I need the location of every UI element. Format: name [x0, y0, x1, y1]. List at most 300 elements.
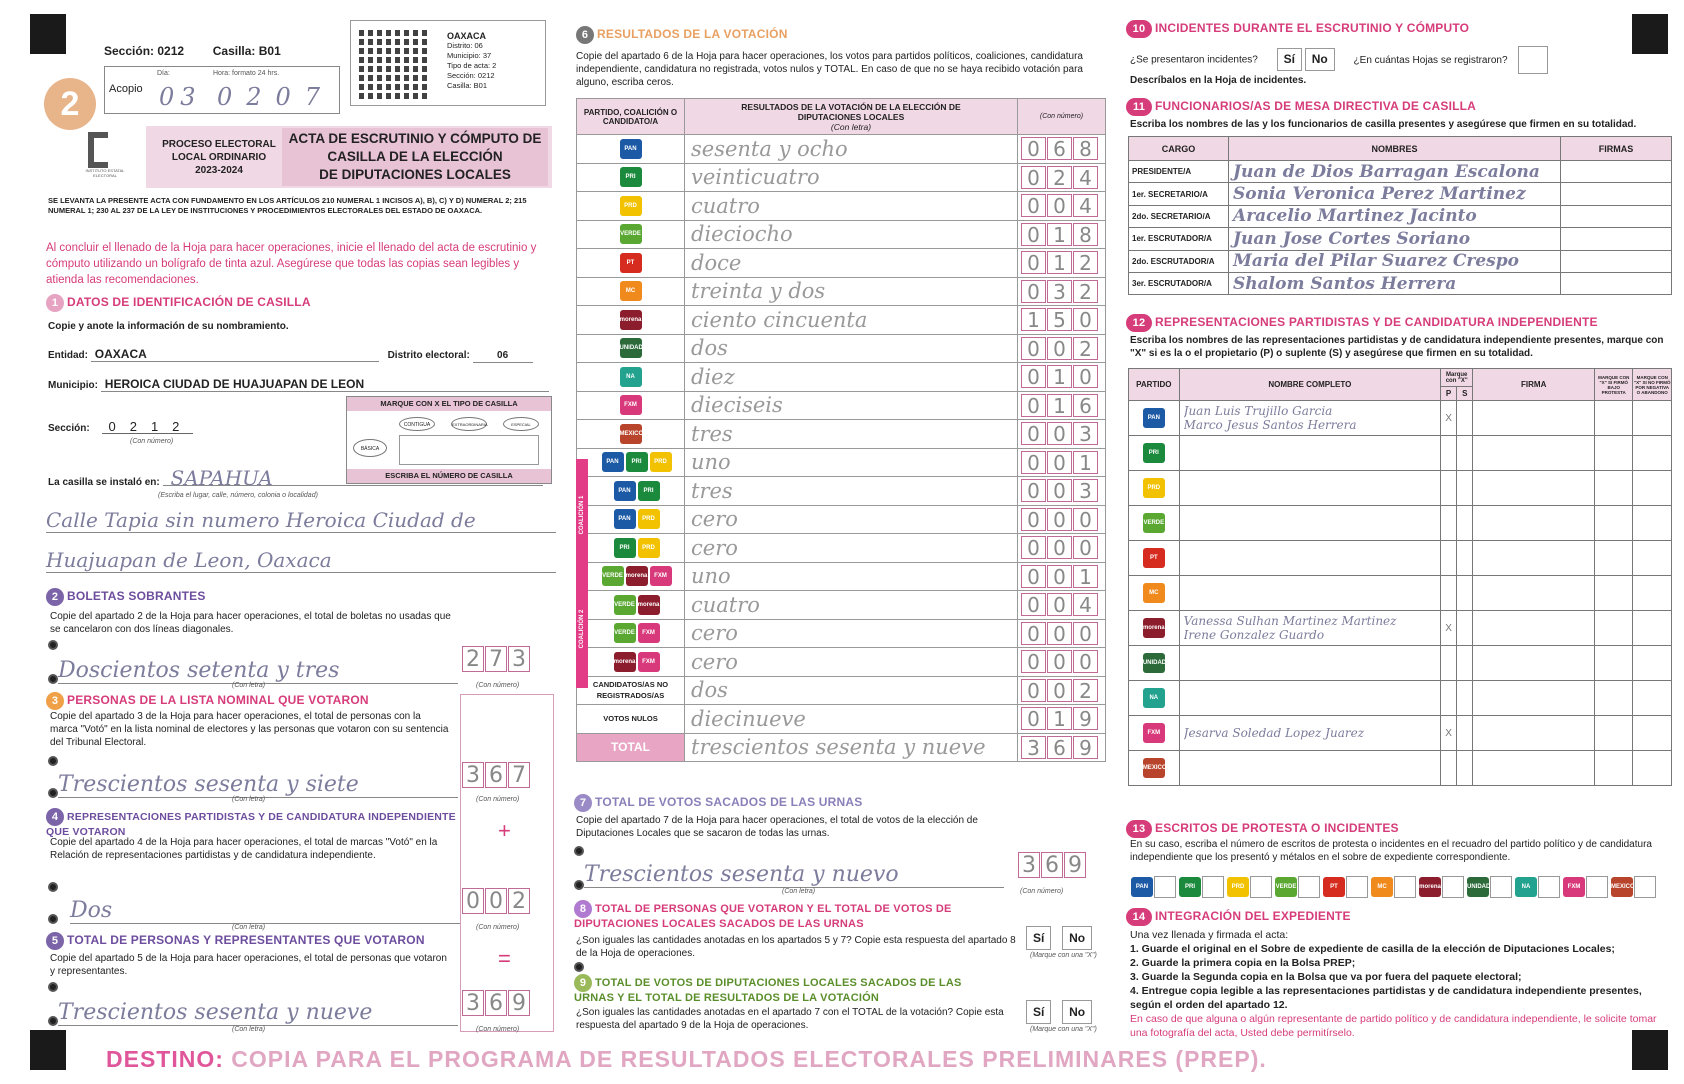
entidad-value: OAXACA — [91, 348, 379, 362]
bajo-protesta-cell[interactable] — [1594, 716, 1632, 751]
negativa-cell[interactable] — [1633, 506, 1672, 541]
protest-count-box[interactable] — [1154, 876, 1176, 898]
firma-cell[interactable] — [1473, 681, 1595, 716]
results-party-cell — [577, 249, 685, 278]
nombre-completo-cell[interactable] — [1179, 541, 1440, 576]
protest-item — [1418, 874, 1464, 900]
s8-text: ¿Son iguales las cantidades anotadas en los apartados 5 y 7? Copie esta respuesta del apartado 8 de la Hoja de operaciones. — [576, 935, 1016, 959]
results-numero-cell[interactable] — [1018, 591, 1106, 620]
section-title-text: TOTAL DE VOTOS DE DIPUTACIONES LOCALES SACADOS DE LAS URNAS Y EL TOTAL DE RESULTADOS DE LA VOTACIÓN — [574, 976, 962, 1004]
results-numero-cell[interactable] — [1018, 420, 1106, 449]
section-title-text: INCIDENTES DURANTE EL ESCRUTINIO Y CÓMPUTO — [1155, 21, 1470, 36]
protest-item — [1226, 874, 1272, 900]
cargo-cell: PRESIDENTE/A — [1129, 161, 1229, 183]
section-number: 13 — [1126, 820, 1152, 838]
results-letra-cell[interactable]: doce — [685, 249, 1018, 278]
nombre-completo-cell[interactable] — [1179, 401, 1440, 436]
results-row — [577, 676, 1106, 705]
results-numero-cell[interactable] — [1018, 648, 1106, 677]
negativa-cell[interactable] — [1633, 471, 1672, 506]
dia-value: 03 — [159, 83, 202, 111]
digit: 0 — [1073, 308, 1098, 331]
s-cell[interactable] — [1457, 751, 1473, 786]
firma-cell[interactable] — [1473, 506, 1595, 541]
s4-letra: Dos — [70, 898, 460, 924]
nombre-completo-cell[interactable] — [1179, 576, 1440, 611]
results-party-cell — [577, 135, 685, 164]
institute-logo — [82, 132, 128, 182]
firma-cell[interactable] — [1561, 161, 1672, 183]
s-cell[interactable] — [1457, 471, 1473, 506]
protest-count-box[interactable] — [1250, 876, 1272, 898]
entidad-label: Entidad: — [48, 350, 88, 361]
coalicion-2-label: COALICIÓN 2 — [579, 609, 585, 649]
digit: 0 — [1047, 337, 1072, 360]
p-cell[interactable]: X — [1441, 716, 1457, 751]
digit: 0 — [1073, 508, 1098, 531]
firma-cell[interactable] — [1561, 272, 1672, 294]
results-row — [577, 591, 1106, 620]
nombre-completo-cell[interactable] — [1179, 506, 1440, 541]
bajo-protesta-cell[interactable] — [1594, 681, 1632, 716]
bajo-protesta-cell[interactable] — [1594, 541, 1632, 576]
bajo-protesta-cell[interactable] — [1594, 506, 1632, 541]
s9-hint: (Marque con una "X") — [1030, 1026, 1097, 1033]
results-party-cell — [577, 391, 685, 420]
corner-marker-top-left — [30, 14, 66, 54]
negativa-cell[interactable] — [1633, 541, 1672, 576]
results-numero-cell[interactable] — [1018, 306, 1106, 335]
firma-cell[interactable] — [1473, 401, 1595, 436]
distrito-value: 06 — [473, 349, 533, 363]
p-cell[interactable] — [1441, 506, 1457, 541]
protest-count-box[interactable] — [1634, 876, 1656, 898]
s14-body — [1130, 928, 1674, 1040]
representantes-table — [1128, 368, 1672, 786]
firma-cell[interactable] — [1473, 646, 1595, 681]
partido-cell — [1129, 506, 1180, 541]
tipo-basica[interactable]: BÁSICA — [353, 439, 387, 457]
p-cell[interactable] — [1441, 646, 1457, 681]
results-letra-cell[interactable]: dieciseis — [685, 391, 1018, 420]
digit: 0 — [1047, 593, 1072, 616]
results-numero-cell[interactable] — [1018, 562, 1106, 591]
section-number: 2 — [46, 588, 64, 606]
entidad-row — [48, 348, 558, 363]
col-letra-hint: (Con letra) — [830, 121, 872, 132]
digit: 0 — [1047, 479, 1072, 502]
results-row — [577, 334, 1106, 363]
section-4-title — [46, 808, 460, 838]
representantes-table-wrap — [1128, 368, 1672, 786]
digit: 0 — [1047, 422, 1072, 445]
s11-text: Escriba los nombres de las y los funcionarios de casilla presentes y asegúrese que firmen en su totalidad. — [1130, 119, 1637, 130]
numero-casilla-box[interactable] — [399, 435, 539, 465]
s10-no-box[interactable]: No — [1305, 48, 1335, 71]
results-numero-cell[interactable] — [1018, 705, 1106, 734]
negativa-cell[interactable] — [1633, 751, 1672, 786]
col-negativa: MARQUE CON "X" SI NO FIRMÓ POR NEGATIVA O ABANDONO — [1633, 369, 1672, 401]
firma-cell[interactable] — [1473, 436, 1595, 471]
digit: 1 — [1047, 365, 1072, 388]
results-numero-cell[interactable] — [1018, 249, 1106, 278]
proceso-line: 2023-2024 — [195, 165, 243, 176]
representante-nombre: Irene Gonzalez Guardo — [1183, 628, 1325, 642]
results-letra-cell[interactable]: tres — [685, 477, 1018, 506]
protest-count-box[interactable] — [1298, 876, 1320, 898]
digit: 0 — [1021, 166, 1046, 189]
representante-nombre: Vanessa Sulhan Martinez Martinez — [1183, 614, 1397, 628]
con-numero-hint: (Con número) — [1020, 888, 1064, 895]
bajo-protesta-cell[interactable] — [1594, 436, 1632, 471]
col-party-header: PARTIDO, COALICIÓN O CANDIDATO/A — [577, 99, 685, 135]
cargo-cell: 1er. SECRETARIO/A — [1129, 183, 1229, 205]
nombre-completo-cell[interactable] — [1179, 471, 1440, 506]
col-marque: Marque con "X" — [1441, 369, 1473, 387]
s12-text: Escriba los nombres de las representaciones partidistas y de candidatura independiente presentes, marque con "X" si es la o el propietario (P) o suplente (S) y asegúrese que firmen en su totalidad. — [1130, 335, 1664, 359]
tipo-contigua[interactable]: CONTIGUA — [399, 417, 435, 431]
results-letra-cell[interactable]: cero — [685, 505, 1018, 534]
s2-letra: Doscientos setenta y tres — [58, 658, 458, 684]
nombre-cell[interactable]: Shalom Santos Herrera — [1229, 272, 1561, 294]
firma-cell[interactable] — [1473, 541, 1595, 576]
col-p: P — [1441, 387, 1457, 401]
party-logo-pri-icon: PRI — [614, 538, 636, 558]
partido-cell — [1129, 751, 1180, 786]
protest-count-box[interactable] — [1538, 876, 1560, 898]
s-cell[interactable] — [1457, 681, 1473, 716]
results-numero-cell[interactable] — [1018, 505, 1106, 534]
digit: 0 — [1047, 565, 1072, 588]
digit: 9 — [508, 990, 530, 1016]
s-cell[interactable] — [1457, 506, 1473, 541]
con-letra-hint: (Con letra) — [782, 888, 816, 895]
negativa-cell[interactable] — [1633, 436, 1672, 471]
bajo-protesta-cell[interactable] — [1594, 401, 1632, 436]
results-letra-cell[interactable]: diecinueve — [685, 705, 1018, 734]
acta-title-line: CASILLA DE LA ELECCIÓN — [327, 149, 503, 164]
digit: 0 — [1073, 365, 1098, 388]
digit: 0 — [1021, 251, 1046, 274]
nombre-cell[interactable]: Juan Jose Cortes Soriano — [1229, 228, 1561, 250]
s-cell[interactable] — [1457, 611, 1473, 646]
bajo-protesta-cell[interactable] — [1594, 576, 1632, 611]
results-letra-cell[interactable]: sesenta y ocho — [685, 135, 1018, 164]
digit: 6 — [1073, 394, 1098, 417]
results-party-cell — [577, 277, 685, 306]
nombre-completo-cell[interactable] — [1179, 716, 1440, 751]
bajo-protesta-cell[interactable] — [1594, 471, 1632, 506]
party-logo-morena-icon: morena — [1143, 618, 1165, 638]
municipio-row — [48, 378, 549, 392]
s-cell[interactable] — [1457, 541, 1473, 576]
digit: 5 — [1047, 308, 1072, 331]
digit: 0 — [1021, 223, 1046, 246]
results-letra-cell[interactable]: tres — [685, 420, 1018, 449]
firma-cell[interactable] — [1473, 716, 1595, 751]
nombre-completo-cell[interactable] — [1179, 611, 1440, 646]
bajo-protesta-cell[interactable] — [1594, 751, 1632, 786]
bajo-protesta-cell[interactable] — [1594, 611, 1632, 646]
section-title-text: INTEGRACIÓN DEL EXPEDIENTE — [1155, 909, 1351, 924]
firma-cell[interactable] — [1561, 205, 1672, 227]
nombre-cell[interactable]: Aracelio Martinez Jacinto — [1229, 205, 1561, 227]
nombre-cell[interactable]: Sonia Veronica Perez Martinez — [1229, 183, 1561, 205]
hora-value: 0207 — [217, 83, 335, 111]
digit: 0 — [1073, 622, 1098, 645]
results-letra-cell[interactable]: dos — [685, 334, 1018, 363]
results-numero-cell[interactable] — [1018, 334, 1106, 363]
digit: 2 — [1073, 679, 1098, 702]
digit: 0 — [1021, 508, 1046, 531]
s3-letra: Trescientos sesenta y siete — [58, 772, 458, 798]
s-cell[interactable] — [1457, 576, 1473, 611]
results-numero-cell[interactable] — [1018, 135, 1106, 164]
results-party-cell — [577, 334, 685, 363]
col-nombres: NOMBRES — [1229, 137, 1561, 161]
nombre-cell[interactable]: Juan de Dios Barragan Escalona — [1229, 161, 1561, 183]
results-letra-cell[interactable]: dos — [685, 676, 1018, 705]
s-cell[interactable] — [1457, 716, 1473, 751]
protest-count-box[interactable] — [1346, 876, 1368, 898]
nombre-completo-cell[interactable] — [1179, 751, 1440, 786]
digit: 0 — [1047, 194, 1072, 217]
firma-cell[interactable] — [1473, 751, 1595, 786]
tipo-especial[interactable]: ESPECIAL — [503, 417, 539, 431]
firma-cell[interactable] — [1473, 611, 1595, 646]
p-cell[interactable]: X — [1441, 611, 1457, 646]
party-logo-pan-icon: PAN — [602, 452, 624, 472]
s10-si-box[interactable]: Sí — [1277, 48, 1302, 71]
con-letra-hint: (Con letra) — [232, 796, 266, 803]
s8-si-box[interactable]: Sí — [1026, 926, 1051, 950]
p-cell[interactable] — [1441, 436, 1457, 471]
firma-cell[interactable] — [1561, 250, 1672, 272]
results-numero-cell[interactable] — [1018, 277, 1106, 306]
s9-si-box[interactable]: Sí — [1026, 1000, 1051, 1024]
results-letra-cell[interactable]: cuatro — [685, 591, 1018, 620]
results-letra-cell[interactable]: cero — [685, 534, 1018, 563]
nombre-completo-cell[interactable] — [1179, 646, 1440, 681]
instalo-hint: (Escriba el lugar, calle, número, colonia o localidad) — [158, 492, 318, 499]
representante-row — [1129, 471, 1672, 506]
section-number: 5 — [46, 932, 64, 950]
results-letra-cell[interactable]: veinticuatro — [685, 163, 1018, 192]
seccion-row — [48, 420, 193, 435]
s5-numero — [462, 990, 531, 1016]
negativa-cell[interactable] — [1633, 611, 1672, 646]
s14-intro: Una vez llenada y firmada el acta: — [1130, 929, 1289, 941]
tipo-extraordinaria[interactable]: EXTRAORDINARIA — [451, 417, 487, 431]
results-numero-cell[interactable] — [1018, 192, 1106, 221]
firma-cell[interactable] — [1473, 471, 1595, 506]
digit: 2 — [462, 646, 484, 672]
con-numero-hint: (Con número) — [476, 796, 520, 803]
digit: 3 — [1018, 852, 1040, 878]
p-cell[interactable] — [1441, 751, 1457, 786]
representante-nombre: Jesarva Soledad Lopez Juarez — [1183, 726, 1365, 740]
nombre-cell[interactable]: Maria del Pilar Suarez Crespo — [1229, 250, 1561, 272]
results-letra-cell[interactable]: ciento cincuenta — [685, 306, 1018, 335]
party-logo-mc-icon: MC — [1371, 877, 1393, 897]
results-letra-cell[interactable]: uno — [685, 448, 1018, 477]
nombre-completo-cell[interactable] — [1179, 436, 1440, 471]
section-title-text: BOLETAS SOBRANTES — [67, 589, 206, 604]
representante-nombre: Juan Luis Trujillo Garcia — [1183, 404, 1333, 418]
funcionarios-table-wrap — [1128, 136, 1672, 295]
proceso-line: PROCESO ELECTORAL — [162, 139, 276, 150]
partido-cell — [1129, 471, 1180, 506]
results-letra-cell[interactable]: dieciocho — [685, 220, 1018, 249]
seccion-digit: 2 — [129, 419, 151, 434]
digit: 6 — [1047, 137, 1072, 160]
digit: 2 — [1073, 251, 1098, 274]
s8-no-box[interactable]: No — [1062, 926, 1092, 950]
party-logo-unidad-icon: UNIDAD — [1143, 653, 1165, 673]
digit: 1 — [1021, 308, 1046, 331]
protest-count-box[interactable] — [1202, 876, 1224, 898]
protest-count-box[interactable] — [1490, 876, 1512, 898]
s-cell[interactable] — [1457, 646, 1473, 681]
digit: 1 — [1047, 394, 1072, 417]
protest-logos-row — [1130, 874, 1674, 900]
party-logo-morena-icon: morena — [620, 310, 642, 330]
digit: 1 — [1073, 565, 1098, 588]
results-numero-cell[interactable] — [1018, 391, 1106, 420]
results-numero-cell[interactable] — [1018, 733, 1106, 762]
results-letra-cell[interactable]: cuatro — [685, 192, 1018, 221]
qr-line: Casilla: B01 — [447, 81, 488, 90]
s9-no-box[interactable]: No — [1062, 1000, 1092, 1024]
partido-cell — [1129, 611, 1180, 646]
results-numero-cell[interactable] — [1018, 477, 1106, 506]
s10-hojas-box[interactable] — [1518, 46, 1548, 74]
party-logo-na-icon: NA — [1515, 877, 1537, 897]
results-party-cell — [577, 619, 685, 648]
p-cell[interactable] — [1441, 576, 1457, 611]
funcionario-row — [1129, 161, 1672, 183]
party-logo-fxm-icon: FXM — [638, 652, 660, 672]
hora-label: Hora: formato 24 hrs. — [213, 70, 280, 77]
s14-step: 1. Guarde el original en el Sobre de expediente de casilla de la elección de Diputaciones Locales; — [1130, 943, 1615, 955]
s7-numero — [1018, 852, 1087, 878]
col-partido: PARTIDO — [1129, 369, 1180, 401]
party-logo-morena-icon: morena — [1419, 877, 1441, 897]
results-letra-cell[interactable]: uno — [685, 562, 1018, 591]
party-logo-pri-icon: PRI — [626, 452, 648, 472]
results-numero-cell[interactable] — [1018, 363, 1106, 392]
p-cell[interactable] — [1441, 681, 1457, 716]
results-letra-cell[interactable]: cero — [685, 648, 1018, 677]
s14-step: 4. Entregue copia legible a las representaciones partidistas y de candidatura independiente presentes, según el orden del apartado 12. — [1130, 985, 1642, 1011]
results-letra-cell[interactable]: treinta y dos — [685, 277, 1018, 306]
bajo-protesta-cell[interactable] — [1594, 646, 1632, 681]
results-letra-cell[interactable]: cero — [685, 619, 1018, 648]
firma-cell[interactable] — [1473, 576, 1595, 611]
digit: 0 — [1021, 650, 1046, 673]
section-number: 14 — [1126, 908, 1152, 926]
bullet-dot — [48, 1016, 58, 1026]
digit: 1 — [1047, 251, 1072, 274]
results-letra-cell[interactable]: trescientos sesenta y nueve — [685, 733, 1018, 762]
seccion-digit: 1 — [150, 419, 173, 434]
section-12-title — [1126, 314, 1598, 332]
results-letra-cell[interactable]: diez — [685, 363, 1018, 392]
results-party-cell — [577, 220, 685, 249]
con-numero-hint: (Con número) — [476, 1026, 520, 1033]
s6-text: Copie del apartado 6 de la Hoja para hacer operaciones, los votos para partidos políticos, coaliciones, candidatura independiente, candidatura no registrada, votos nulos y TOTAL. En caso de que no se haya recibido votación para alguno, escriba ceros. — [576, 51, 1083, 88]
results-numero-cell[interactable] — [1018, 448, 1106, 477]
s-cell[interactable] — [1457, 401, 1473, 436]
party-logo-pan-icon: PAN — [620, 139, 642, 159]
p-cell[interactable] — [1441, 471, 1457, 506]
negativa-cell[interactable] — [1633, 576, 1672, 611]
s4-numero — [462, 888, 531, 914]
results-numero-cell[interactable] — [1018, 534, 1106, 563]
negativa-cell[interactable] — [1633, 401, 1672, 436]
results-row — [577, 619, 1106, 648]
protest-count-box[interactable] — [1442, 876, 1464, 898]
negativa-cell[interactable] — [1633, 681, 1672, 716]
destino-text: COPIA PARA EL PROGRAMA DE RESULTADOS ELECTORALES PRELIMINARES (PREP). — [231, 1046, 1267, 1072]
con-letra-hint: (Con letra) — [232, 924, 266, 931]
s-cell[interactable] — [1457, 436, 1473, 471]
results-party-cell — [577, 163, 685, 192]
proceso-line: LOCAL ORDINARIO — [171, 152, 267, 163]
distrito-label: Distrito electoral: — [387, 350, 470, 361]
digit: 0 — [1047, 622, 1072, 645]
results-table — [576, 98, 1106, 762]
nombre-completo-cell[interactable] — [1179, 681, 1440, 716]
protest-count-box[interactable] — [1394, 876, 1416, 898]
digit: 0 — [462, 888, 484, 914]
digit: 3 — [1073, 479, 1098, 502]
representante-row — [1129, 576, 1672, 611]
firma-cell[interactable] — [1561, 228, 1672, 250]
p-cell[interactable] — [1441, 541, 1457, 576]
digit: 0 — [1021, 337, 1046, 360]
p-cell[interactable]: X — [1441, 401, 1457, 436]
section-7-title — [574, 794, 862, 812]
digit: 4 — [1073, 194, 1098, 217]
acta-title-line: DE DIPUTACIONES LOCALES — [319, 167, 511, 182]
con-letra-hint: (Con letra) — [232, 682, 266, 689]
digit: 0 — [1047, 536, 1072, 559]
section-number: 4 — [46, 808, 64, 826]
results-numero-cell[interactable] — [1018, 676, 1106, 705]
section-1-title — [46, 294, 311, 312]
firma-cell[interactable] — [1561, 183, 1672, 205]
negativa-cell[interactable] — [1633, 646, 1672, 681]
results-numero-cell[interactable] — [1018, 619, 1106, 648]
protest-count-box[interactable] — [1586, 876, 1608, 898]
party-logo-pan-icon: PAN — [614, 481, 636, 501]
negativa-cell[interactable] — [1633, 716, 1672, 751]
qr-line: Distrito: 06 — [447, 41, 483, 50]
results-party-cell — [577, 420, 685, 449]
results-row — [577, 733, 1106, 762]
party-logo-unidad-icon: UNIDAD — [1467, 877, 1489, 897]
results-numero-cell[interactable] — [1018, 163, 1106, 192]
representante-row — [1129, 646, 1672, 681]
qr-info — [447, 31, 496, 91]
digit: 3 — [1047, 280, 1072, 303]
party-logo-morena-icon: morena — [614, 652, 636, 672]
section-number: 6 — [576, 26, 594, 44]
digit: 0 — [1021, 394, 1046, 417]
results-numero-cell[interactable] — [1018, 220, 1106, 249]
digit: 0 — [1021, 451, 1046, 474]
